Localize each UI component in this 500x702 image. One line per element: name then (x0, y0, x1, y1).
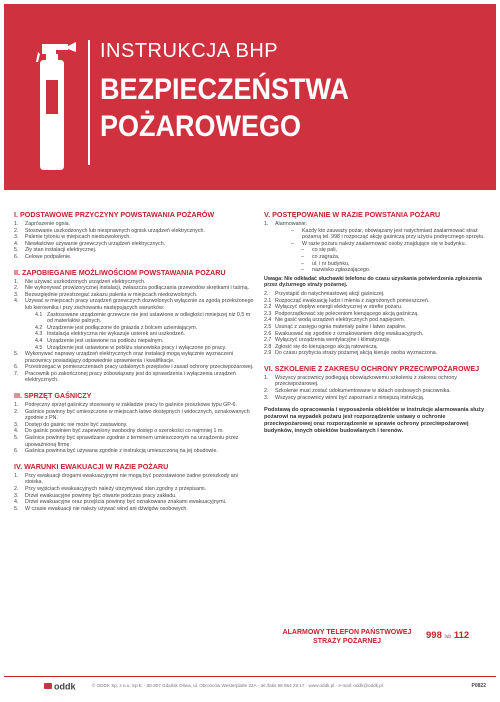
list-item: 2.9 Do czasu przybycia straży pożarnej akcją kieruje osoba wyznaczona. (264, 350, 438, 357)
right-column (264, 210, 486, 442)
list-item: 4. Niewłaściwe używanie grzewczych urządzeń elektrycznych. (14, 240, 166, 247)
oddk-logo (44, 680, 84, 692)
title-line-3: POŻAROWEGO (100, 110, 302, 143)
section-6-title: VI. SZKOLENIE Z ZAKRESU OCHRONY PRZECIWPOŻAROWEJ (264, 363, 480, 373)
alarm-number-separator: lub (444, 634, 452, 640)
list-item: 2. Przystąpić do natychmiastowej akcji gaśniczej. (264, 290, 385, 297)
bullet-item: – W razie pożaru należy zaalarmować osoby znajdujące się w budynku. (291, 241, 486, 248)
list-item: 2.3 Podporządkować się poleceniom kierującego akcją gaśniczą. (264, 310, 419, 317)
section-2-title: II. ZAPOBIEGANIE MOŻLIWOŚCIOM POWSTAWANIA POŻARU (14, 267, 226, 277)
list-item: 2.2 Wyłączyć dopływ energii elektrycznej w strefie pożaru. (264, 304, 403, 311)
left-column (14, 210, 254, 519)
list-item: 2. Gaśnice powinny być umieszczone w miejscach łatwo dostępnych i widocznych, oznakowanych zgodnie z PN. (14, 408, 250, 422)
list-item: 7. Pracownik po zakończonej pracy zobowiązany jest do sprawdzenia i wyłączenia urządzeń elektrycznych. (14, 370, 236, 384)
list-item: 5. Wykonywać naprawy urządzeń elektrycznych oraz instalacji mogą wyłącznie wyznaczeni pracownicy posiadający odpowiednie uprawnienia i kwalifikacje. (14, 351, 234, 364)
list-item: 2.8 Zgłosić się do kierującego akcją ratowniczą. (264, 343, 379, 350)
list-item: 5. W czasie ewakuacji nie należy używać wind ani dźwigów osobowych. (14, 505, 188, 512)
list-item: 1. Zaprószenie ognia. (14, 221, 71, 227)
section-1-title: I. PODSTAWOWE PRZYCZYNY POWSTAWANIA POŻARÓW (14, 210, 215, 219)
list-item: 2.6 Ewakuować się zgodnie z oznakowaniem dróg ewakuacyjnych. (264, 330, 424, 337)
footer (4, 679, 496, 693)
section-3-title: III. SPRZĘT GAŚNICZY (14, 391, 92, 401)
list-item: 4. Drzwi ewakuacyjne oraz przejścia powinny być oznakowane znakami ewakuacyjnymi. (14, 499, 227, 506)
section-3 (14, 391, 254, 455)
list-item: 2. Stosowanie uszkodzonych lub niesprawnych ognisk urządzeń elektrycznych. (14, 227, 205, 234)
list-item: 1. Wszyscy pracownicy podlegają obowiązkowemu szkoleniu z zakresu ochrony przeciwpożarowej. (264, 374, 457, 388)
section-4 (14, 462, 254, 513)
alarm-number-1: 998 (426, 630, 442, 641)
alarm-number-2: 112 (453, 630, 470, 641)
legal-basis-paragraph: Podstawą do opracowania i wyposażenia obiektów w instrukcje alarmowania służy pożarowi na wypadek pożaru jest rozporządzenie ustawy o ochronie przeciwpożarowej oraz rozporządzenie w sprawie ochrony przeciwpożarowej budynków, innych obiektów budowlanych i terenów. (264, 407, 485, 435)
list-item: 3. Wszyscy pracownicy winni być zapoznani z niniejszą instrukcją. (264, 394, 425, 401)
list-item: 1. Nie używać uszkodzonych urządzeń elektrycznych. (14, 278, 146, 285)
svg-text:oddk: oddk (54, 681, 76, 692)
list-item: 6. Gaśnica powinna być używana zgodnie z instrukcją umieszczoną na jej obudowie. (14, 448, 218, 455)
list-item: 3. Dostęp do gaśnic nie może być zastawiony. (14, 421, 128, 428)
list-item: 3. Palenie tytoniu w miejscach niedozwolonych. (14, 234, 131, 241)
list-item: 2.5 Usunąć z zasięgu ognia materiały palne i łatwo zapalne. (264, 323, 407, 330)
list-item: 2.4 Nie gasić wodą urządzeń elektrycznych pod napięciem. (264, 317, 406, 324)
title-line-1: INSTRUKCJA BHP (100, 40, 279, 62)
sub-list-item: 4.1 Zastosowane urządzenie grzewcze nie jest ustawione w odległości mniejszej niż 0,5 m od materiałów palnych. (35, 311, 251, 325)
list-item: 2.7 Wyłączyć urządzenia wentylacyjne i klimatyzację. (264, 337, 391, 344)
list-item: 5. Zły stan instalacji elektrycznej. (14, 247, 97, 254)
list-item: 4. Do gaśnic powinien być zapewniony swobodny dostęp o szerokości co najmniej 1 m. (14, 428, 224, 435)
fire-extinguisher-icon (34, 40, 78, 172)
sub-list-item: 4.5 Urządzenie jest ustawione w pobliżu stanowiska pracy i wyłączone po pracy. (35, 344, 227, 351)
sub-list-item: 4.2 Urządzenie jest podłączone do gniazda z bolcem uziemiającym. (35, 324, 198, 331)
header-banner (4, 4, 496, 190)
list-item: 2.1 Rozpocząć ewakuację ludzi i mienia z zagrożonych pomieszczeń. (264, 297, 430, 304)
alarm-phone-label: ALARMOWY TELEFON PAŃSTWOWEJ STRAŻY POŻARNEJ (282, 629, 412, 645)
list-item: 2. Szkolenie musi zostać udokumentowane w aktach osobowych pracownika. (264, 388, 451, 395)
section-5-title: V. POSTĘPOWANIE W RAZIE POWSTANIA POŻARU (264, 210, 441, 219)
sub-bullet-item: – co się pali, (301, 247, 486, 254)
list-item: 6. Przestrzegać w pomieszczeniach pracy ustalonych przepisów i zasad ochrony przeciwpożarowej. (14, 364, 254, 371)
section-4-title: IV. WARUNKI EWAKUACJI W RAZIE POŻARU (14, 461, 169, 471)
sub-bullet-item: – nazwisko zgłaszającego. (301, 267, 486, 274)
section-1 (14, 210, 254, 261)
sub-bullet-item: – ul. i nr budynku, (301, 261, 486, 268)
list-item: 1. Przy ewakuacji drogami ewakuacyjnymi nie mogą być pozostawione żadne przeszkody ani stoiska. (14, 472, 238, 486)
list-item: 3. Bezwzględnie przestrzegać zakazu palenia w miejscach niedozwolonych. (14, 291, 198, 298)
call-note: Uwaga: Nie odkładać słuchawki telefonu do czasu uzyskania potwierdzenia zgłoszenia przez dyżurnego straży pożarnej. (264, 275, 482, 289)
footer-divider (4, 676, 496, 677)
alarm-phone-box (276, 626, 486, 652)
list-item: 1. Alarmowanie: – Każdy kto zauważy pożar, obowiązany jest natychmiast zaalarmować straż pożarną tel. 998 i rozpocząć akcję gaśniczą przy użyciu podręcznego sprzętu. – W razie pożaru należy zaalarmować osoby znajdujące się w budynku. – co się pali, – co zagraża, – ul. i nr budynku, – nazwisko zgłaszającego. (264, 221, 486, 274)
alarm-phone-numbers (426, 629, 469, 644)
section-5 (264, 210, 486, 357)
sub-list-item: 4.4 Urządzenie jest ustawione na podłożu niepalnym. (35, 337, 164, 344)
header-divider (88, 40, 90, 165)
footer-address: © ODDK Sp. z o.o. Sp.k. · 80-307 Gdańsk Oliwa, ul. Obrońców Westerplatte 22A · tel./faks 58 554 29 17 · www.oddk.pl · e-mail: oddk@oddk.pl (92, 683, 383, 688)
list-item: 1. Podręczny sprzęt gaśniczy stosowany w zakładzie pracy to gaśnice proszkowe typu GP-6. (14, 402, 237, 409)
header-title (100, 40, 377, 144)
list-item: 2. Przy wyjściach ewakuacyjnych należy utrzymywać stan zgodny z przepisami. (14, 486, 207, 492)
sub-list-item: 4.3 Instalacja elektryczna nie wykazuje usterek ani uszkodzeń. (35, 331, 186, 338)
title-line-2: BEZPIECZEŃSTWA (100, 73, 350, 106)
list-item: 5. Gaśnice powinny być sprawdzane zgodnie z terminem umieszczonym na urządzeniu przez upoważnioną firmę. (14, 435, 239, 448)
list-item: 4. Używać w miejscach pracy urządzeń grzewczych dozwolonych wyłącznie za zgodą przełożonego lub kierownika i przy zachowaniu następujących warunków: 4.1 Zastosowane urządzenie grzewcze nie jest ustawione w odległości mniejszej niż 0,5 m od materiałów palnych. 4.2 Urządzenie jest podłączone do gniazda z bolcem uziemiającym. 4.3 Instalacja elektryczna nie wykazuje usterek ani uszkodzeń. 4.4 Urządzenie jest ustawione na podłożu niepalnym. 4.5 Urządzenie jest ustawione w pobliżu stanowiska pracy i wyłączone po pracy. (14, 298, 254, 351)
section-2 (14, 268, 254, 385)
list-item: 3. Drzwi ewakuacyjne powinny być otwarte podczas pracy zakładu. (14, 492, 177, 499)
list-item: 2. Nie wykonywać prowizorycznej instalacji, zwłaszcza podłączania przewodów skrętkami i taśmą. (14, 285, 250, 292)
sub-bullet-item: – co zagraża, (301, 254, 486, 261)
section-6 (264, 364, 486, 435)
product-code: P0822 (471, 683, 486, 689)
list-item: 6. Celowe podpalenie. (14, 253, 72, 260)
bullet-item: – Każdy kto zauważy pożar, obowiązany jest natychmiast zaalarmować straż pożarną tel. 998 i rozpocząć akcję gaśniczą przy użyciu podręcznego sprzętu. (291, 228, 486, 241)
